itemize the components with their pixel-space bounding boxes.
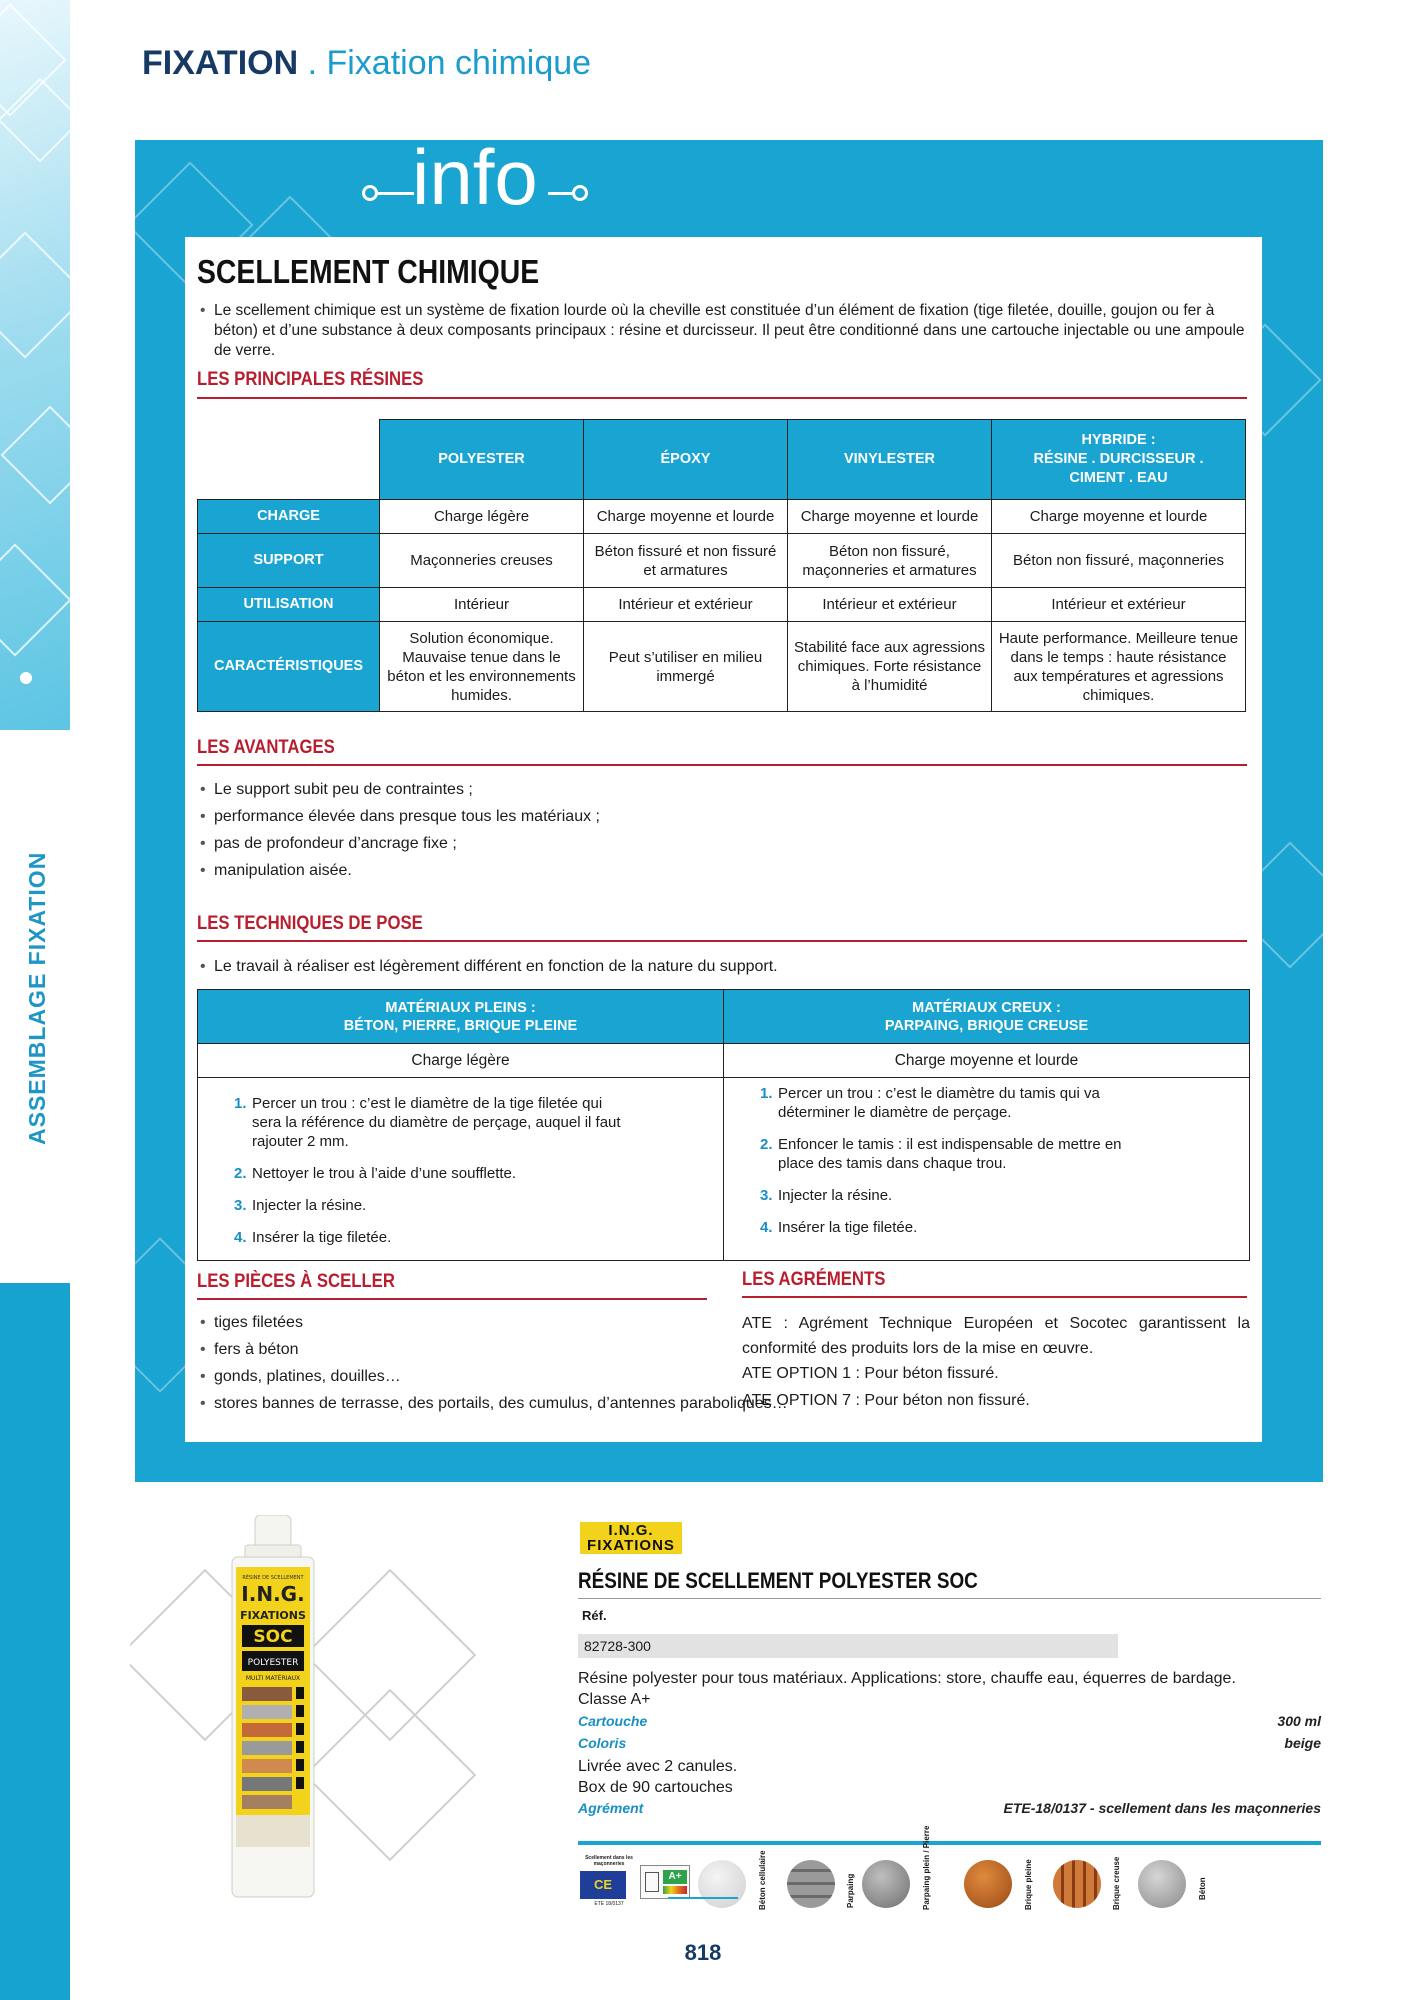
table-cell: Haute performance. Meilleure tenue dans le temps : haute résistance aux températures et agressions chimiques.	[992, 622, 1246, 712]
decor-diamond	[1, 406, 70, 505]
ref-label: Réf.	[582, 1608, 607, 1623]
table-cell: Béton non fissuré, maçonneries et armatures	[788, 534, 992, 588]
emission-label-icon	[640, 1865, 690, 1899]
step-number: 3.	[234, 1197, 247, 1214]
info-title: SCELLEMENT CHIMIQUE	[197, 253, 540, 290]
cartridge-subtitle: MULTI MATÉRIAUX	[245, 1675, 301, 1682]
coloris-label: Coloris	[578, 1735, 627, 1751]
step-text: Injecter la résine.	[778, 1187, 893, 1204]
step-text: Nettoyer le trou à l’aide d’une soufflette.	[252, 1165, 517, 1182]
banner-knob-right	[572, 185, 588, 201]
techniques-intro: • Le travail à réaliser est légèrement différent en fonction de la nature du support.	[214, 958, 778, 976]
decor-diamond	[0, 543, 70, 656]
list-item	[234, 1228, 634, 1247]
product-image	[130, 1515, 490, 1915]
material-block-icon	[787, 1860, 835, 1908]
table-cell: Charge moyenne et lourde	[788, 500, 992, 534]
cartridge-brand: I.N.G.	[241, 1582, 305, 1606]
side-section-label: ASSEMBLAGE FIXATION	[24, 851, 50, 1145]
step-number: 4.	[760, 1219, 773, 1236]
material-label: Béton cellulaire	[758, 1850, 767, 1910]
steps-list	[760, 1084, 1150, 1237]
info-banner-word: info	[412, 133, 538, 221]
side-decoration-bottom	[0, 1283, 70, 2000]
banner-line-right	[548, 192, 572, 195]
table-cell: Intérieur et extérieur	[992, 588, 1246, 622]
table-cell: Intérieur	[380, 588, 584, 622]
step-text: Insérer la tige filetée.	[778, 1219, 918, 1236]
delivery-line: Livrée avec 2 canules.	[578, 1758, 738, 1775]
column-header-line: MATÉRIAUX CREUX :	[912, 999, 1061, 1016]
table-cell: Béton non fissuré, maçonneries	[992, 534, 1246, 588]
agrement-label: Agrément	[578, 1800, 644, 1816]
step-text: Injecter la résine.	[252, 1197, 367, 1214]
list-item	[760, 1084, 1150, 1122]
brand-logo	[580, 1522, 682, 1554]
agrement-option-1: ATE OPTION 1 : Pour béton fissuré.	[742, 1365, 999, 1382]
info-panel	[185, 237, 1262, 1442]
column-header: POLYESTER	[380, 420, 584, 500]
product-title: RÉSINE DE SCELLEMENT POLYESTER SOC	[578, 1568, 978, 1593]
decor-diamond	[0, 231, 70, 358]
cartridge-brand-line: FIXATIONS	[240, 1609, 306, 1622]
list-item: • Le support subit peu de contraintes ;	[214, 781, 473, 799]
list-item: • tiges filetées	[214, 1309, 788, 1336]
material-label: Parpaing plein / Pierre	[922, 1825, 931, 1910]
table-cell: Intérieur et extérieur	[788, 588, 992, 622]
section-rule	[742, 1296, 1247, 1298]
table-corner	[198, 420, 380, 500]
page-category: FIXATION	[142, 44, 299, 82]
section-title-techniques: LES TECHNIQUES DE POSE	[197, 913, 423, 934]
page-title	[142, 44, 591, 83]
step-text: Percer un trou : c’est le diamètre du tamis qui va déterminer le diamètre de perçage.	[778, 1085, 1100, 1121]
product-class: Classe A+	[578, 1691, 651, 1708]
cartouche-label: Cartouche	[578, 1713, 648, 1729]
brand-line: FIXATIONS	[587, 1537, 675, 1554]
step-text: Percer un trou : c’est le diamètre de la tige filetée qui sera la référence du diamètre de perçage, auquel il faut rajouter 2 mm.	[252, 1095, 621, 1150]
row-header: CARACTÉRISTIQUES	[198, 622, 380, 712]
steps-list	[234, 1094, 634, 1247]
step-number: 4.	[234, 1229, 247, 1246]
certification-block	[580, 1855, 638, 1907]
a-plus-badge: A+	[663, 1870, 687, 1884]
table-cell: Charge moyenne et lourde	[992, 500, 1246, 534]
material-label: Béton	[1198, 1877, 1207, 1900]
cartridge-label-line: RÉSINE DE SCELLEMENT	[242, 1575, 304, 1581]
house-icon	[645, 1872, 659, 1892]
row-header: SUPPORT	[198, 534, 380, 588]
list-item: • manipulation aisée.	[214, 862, 352, 880]
step-number: 2.	[234, 1165, 247, 1182]
table-cell: Maçonneries creuses	[380, 534, 584, 588]
description-text: Résine polyester pour tous matériaux. Applications: store, chauffe eau, équerres de bardage.	[578, 1670, 1236, 1687]
delivery-info	[578, 1756, 737, 1798]
page-separator: .	[298, 44, 327, 82]
step-number: 1.	[760, 1085, 773, 1102]
list-item	[760, 1186, 1150, 1205]
cartouche-value: 300 ml	[1277, 1713, 1321, 1729]
agrement-option-7: ATE OPTION 7 : Pour béton non fissuré.	[742, 1392, 1030, 1409]
steps-cell	[198, 1078, 724, 1261]
step-text: Enfoncer le tamis : il est indispensable de mettre en place des tamis dans chaque trou.	[778, 1136, 1122, 1172]
section-rule	[197, 940, 1247, 942]
material-label: Parpaing	[846, 1873, 855, 1908]
load-level: Charge moyenne et lourde	[724, 1044, 1250, 1078]
load-level: Charge légère	[198, 1044, 724, 1078]
cartridge-product-code: SOC	[253, 1627, 293, 1647]
column-header-line: BÉTON, PIERRE, BRIQUE PLEINE	[343, 1017, 578, 1034]
agrement-value: ETE-18/0137 - scellement dans les maçonneries	[1003, 1800, 1321, 1816]
pieces-list	[214, 1309, 788, 1417]
column-header-line: PARPAING, BRIQUE CREUSE	[884, 1017, 1089, 1034]
list-item	[234, 1164, 634, 1183]
column-header: VINYLESTER	[788, 420, 992, 500]
material-concrete-icon	[1138, 1860, 1186, 1908]
steps-cell	[724, 1078, 1250, 1261]
table-cell: Béton fissuré et non fissuré et armatures	[584, 534, 788, 588]
column-header	[198, 990, 724, 1044]
list-item	[760, 1218, 1150, 1237]
column-header	[724, 990, 1250, 1044]
techniques-table	[197, 989, 1250, 1261]
table-cell: Peut s’utiliser en milieu immergé	[584, 622, 788, 712]
column-header-line: MATÉRIAUX PLEINS :	[385, 999, 536, 1016]
product-description	[578, 1668, 1236, 1710]
step-text: Insérer la tige filetée.	[252, 1229, 392, 1246]
list-item: • gonds, platines, douilles…	[214, 1363, 788, 1390]
banner-knob-left	[362, 185, 378, 201]
side-decoration-top	[0, 0, 70, 730]
column-header: HYBRIDE : RÉSINE . DURCISSEUR . CIMENT . EAU	[992, 420, 1246, 500]
resins-table	[197, 419, 1246, 712]
banner-line-left	[378, 192, 414, 195]
coloris-value: beige	[1284, 1735, 1321, 1751]
table-cell: Stabilité face aux agressions chimiques. Forte résistance à l’humidité	[788, 622, 992, 712]
list-item	[234, 1196, 634, 1215]
intro-paragraph: • Le scellement chimique est un système de fixation lourde où la cheville est constituée d’un élément de fixation (tige filetée, douille, goujon ou fer à béton) et d’une substance à deux composants principaux : résine et durcisseur. Il peut être conditionné dans une cartouche injectable ou une ampoule de verre.	[214, 301, 1250, 361]
list-item: • pas de profondeur d’ancrage fixe ;	[214, 835, 457, 853]
material-stone-icon	[862, 1860, 910, 1908]
step-number: 1.	[234, 1095, 247, 1112]
column-header: ÉPOXY	[584, 420, 788, 500]
divider	[578, 1841, 1321, 1845]
material-aerated-concrete-icon	[698, 1860, 746, 1908]
section-title-advantages: LES AVANTAGES	[197, 737, 335, 758]
cartridge-resin-type: POLYESTER	[247, 1658, 299, 1668]
table-cell: Solution économique. Mauvaise tenue dans le béton et les environnements humides.	[380, 622, 584, 712]
page-number: 818	[684, 1940, 722, 1965]
section-rule	[197, 397, 1247, 399]
list-item: • performance élevée dans presque tous les matériaux ;	[214, 808, 600, 826]
agrements-text: ATE : Agrément Technique Européen et Socotec garantissent la conformité des produits lors de la mise en œuvre.	[742, 1315, 1250, 1357]
cert-ete-number: ETE 18/0137	[594, 1901, 624, 1907]
decor-dot	[20, 672, 32, 684]
delivery-line: Box de 90 cartouches	[578, 1779, 733, 1796]
list-item	[760, 1135, 1150, 1173]
page-number-rule	[668, 1897, 738, 1899]
material-label: Brique pleine	[1024, 1859, 1033, 1910]
ref-row	[578, 1634, 1118, 1658]
ref-value: 82728-300	[584, 1638, 651, 1654]
table-cell: Intérieur et extérieur	[584, 588, 788, 622]
list-item: • stores bannes de terrasse, des portails, des cumulus, d’antennes paraboliques…	[214, 1390, 788, 1417]
emission-scale	[663, 1886, 687, 1894]
brand-line: I.N.G.	[608, 1522, 654, 1539]
divider	[578, 1598, 1321, 1599]
row-header: CHARGE	[198, 500, 380, 534]
cert-caption: Scellement dans les maçonneries	[585, 1855, 633, 1867]
section-title-pieces: LES PIÈCES À SCELLER	[197, 1271, 395, 1292]
section-title-agrements: LES AGRÉMENTS	[742, 1269, 886, 1290]
section-rule	[197, 1298, 707, 1300]
list-item	[234, 1094, 634, 1151]
material-solid-brick-icon	[964, 1860, 1012, 1908]
page-subcategory: Fixation chimique	[326, 44, 592, 82]
table-cell: Charge légère	[380, 500, 584, 534]
step-number: 2.	[760, 1136, 773, 1153]
ce-mark-icon: CE	[580, 1871, 626, 1899]
row-header: UTILISATION	[198, 588, 380, 622]
step-number: 3.	[760, 1187, 773, 1204]
list-item: • fers à béton	[214, 1336, 788, 1363]
section-rule	[197, 764, 1247, 766]
material-hollow-brick-icon	[1053, 1860, 1101, 1908]
material-label: Brique creuse	[1112, 1856, 1121, 1910]
info-banner	[362, 133, 592, 230]
table-cell: Charge moyenne et lourde	[584, 500, 788, 534]
section-title-resins: LES PRINCIPALES RÉSINES	[197, 369, 424, 390]
